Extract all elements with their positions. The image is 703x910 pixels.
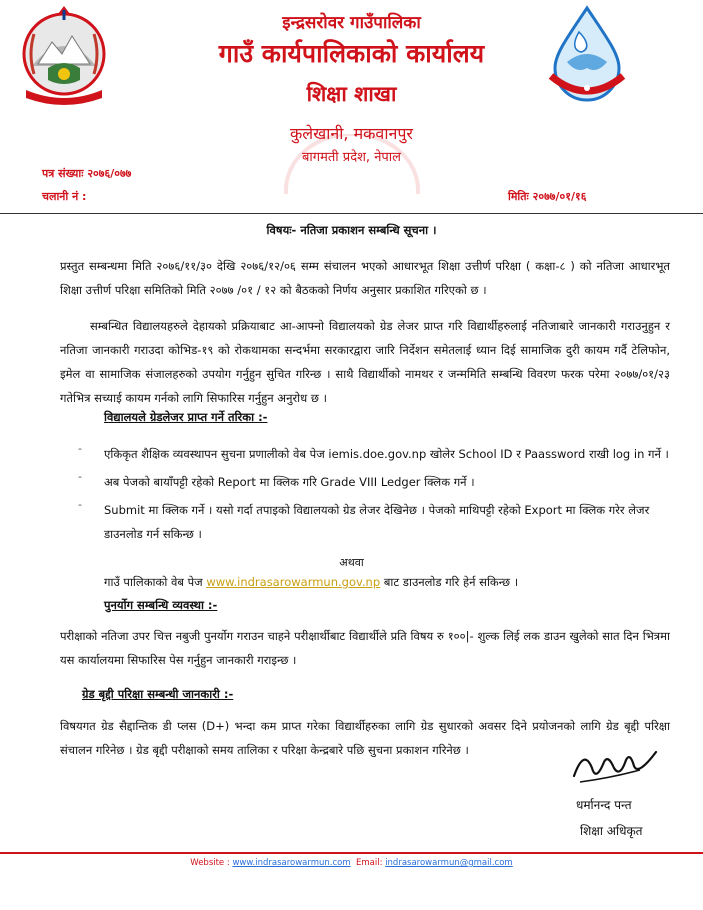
bullet-text: Submit मा क्लिक गर्ने । यसो गर्दा तपाइको विद्यालयको ग्रेड लेजर देखिनेछ । पेजको माथिपट्टी रहेको Export मा क्लिक गरेर लेजर डाउनलोड गर्न सकिन्छ । (104, 503, 650, 541)
subject-line: विषयः- नतिजा प्रकाशन सम्बन्धि सूचना । (266, 223, 437, 237)
list-item (78, 442, 670, 466)
letter-date-value: २०७७/०१/१६ (532, 190, 587, 203)
instructions-paragraph: सम्बन्धित विद्यालयहरुले देहायको प्रक्रियाबाट आ-आफ्नो विद्यालयको ग्रेड लेजर प्राप्त गरि विद्यार्थीहरुलाई नतिजाबारे जानकारी गराउनुहुन र नतिजा जानकारी गराउदा कोभिड-१९ को रोकथामका सन्दर्भमा सरकारद्वारा जारि निर्देशन समेतलाई ध्यान दिई सामाजिक दुरी कायम गर्दै टेलिफोन, इमेल वा सामाजिक संजालहरुको उपयोग गर्नुहुन सुचित गरिन्छ । साथै विद्यार्थीको नामथर र जन्ममिति सम्बन्धि विवरण फरक परेमा २०७७/०१/२३ गतेभित्र सच्याई कायम गर्नको लागि सिफारिस गर्नुहुन अनुरोध छ । (60, 319, 670, 405)
signature-image (570, 742, 660, 792)
bullet-dash: - (78, 470, 82, 483)
alternative-download-line (104, 570, 664, 594)
section-grade-ledger-heading: विद्यालयले ग्रेडलेजर प्राप्त गर्ने तरिका :- (104, 410, 268, 424)
signatory-title: शिक्षा अधिकृत (580, 824, 643, 838)
footer-divider (0, 852, 703, 854)
section-recheck-heading: पुनर्योग सम्बन्धि व्यवस्था :- (104, 598, 218, 612)
list-item (78, 498, 670, 546)
alt-prefix: गाउँ पालिकाको वेब पेज (104, 575, 203, 589)
list-item (78, 470, 670, 494)
bullet-text: एकिकृत शैक्षिक व्यवस्थापन सुचना प्रणालीको वेब पेज iemis.doe.gov.np खोलेर School ID र Paassword राखी log in गर्ने । (104, 447, 669, 461)
dispatch-number (42, 189, 86, 204)
bullet-text: अब पेजको बायाँपट्टी रहेको Report मा क्लिक गरि Grade VIII Ledger क्लिक गर्ने । (104, 475, 475, 489)
header-municipality-name: इन्द्रसरोवर गाउँपालिका (282, 13, 421, 33)
bullet-dash: - (78, 498, 82, 511)
recheck-paragraph: परीक्षाको नतिजा उपर चित्त नबुजी पुनर्योग गराउन चाहने परीक्षार्थीबाट विद्यार्थीले प्रति विषय रु १००|- शुल्क लिई लक डाउन खुलेको सात दिन भित्रमा यस कार्यालयमा सिफारिस पेस गर्नुहुन जानकारी गराइन्छ । (60, 629, 670, 667)
letter-number (42, 166, 131, 181)
letter-date-label: मितिः (508, 190, 529, 203)
bullet-dash: - (78, 442, 82, 455)
header-divider (0, 213, 703, 214)
or-separator: अथवा (339, 556, 364, 569)
footer-email-label: Email: (356, 858, 383, 868)
intro-paragraph: प्रस्तुत सम्बन्धमा मिति २०७६/११/३० देखि २०७६/१२/०६ सम्म संचालन भएको आधारभूत शिक्षा उत्तीर्ण परिक्षा ( कक्षा-८ ) को नतिजा आधारभूत शिक्षा उत्तीर्ण परिक्षा समितिको मिति २०७७ /०१ / १२ को बैठकको निर्णय अनुसार प्रकाशित गरिएको छ । (60, 259, 670, 297)
section-grade-improvement-heading: ग्रेड बृद्दी परिक्षा सम्बन्धी जानकारी :- (82, 687, 234, 701)
letter-date (508, 189, 586, 204)
header-province: बागमती प्रदेश, नेपाल (302, 150, 401, 165)
grade-improvement-paragraph: विषयगत ग्रेड सैद्दान्तिक डी प्लस (D+) भन्दा कम प्राप्त गरेका विद्यार्थीहरुका लागि ग्रेड सुधारको अवसर दिने प्रयोजनको लागि ग्रेड बृद्दी परिक्षा संचालन गरिनेछ । ग्रेड बृद्दी परीक्षाको समय तालिका र परिक्षा केन्द्रबारे पछि सुचना प्रकाशन गरिनेछ । (60, 719, 670, 757)
footer-email-link[interactable]: indrasarowarmun@gmail.com (385, 858, 513, 868)
footer-website-label: Website : (190, 858, 230, 868)
letter-number-value: २०७६/०७७ (87, 167, 132, 180)
footer-contact (0, 858, 703, 868)
dispatch-number-label: चलानी नं : (42, 190, 87, 203)
alt-suffix: बाट डाउनलोड गरि हेर्न सकिन्छ । (383, 575, 519, 589)
header-section-name: शिक्षा शाखा (306, 82, 397, 106)
header-office-name: गाउँ कार्यपालिकाको कार्यालय (218, 39, 485, 68)
header-location: कुलेखानी, मकवानपुर (290, 124, 413, 143)
municipality-website-link[interactable]: www.indrasarowarmun.gov.np (206, 575, 381, 589)
signatory-name: धर्मानन्द पन्त (576, 798, 632, 812)
letter-number-label: पत्र संख्याः (42, 167, 84, 180)
bullet-list (78, 442, 670, 546)
footer-website-link[interactable]: www.indrasarowarmun.com (232, 858, 351, 868)
